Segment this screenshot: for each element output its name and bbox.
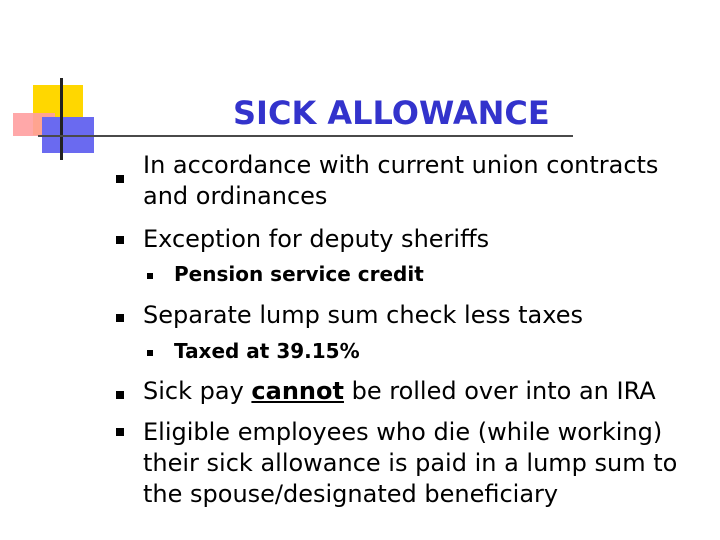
bullet-text — [143, 376, 656, 407]
bullet-line: and ordinances — [143, 182, 328, 210]
bullet-text-pre: Sick pay — [143, 377, 252, 405]
bullet-line: the spouse/designated beneficiary — [143, 480, 559, 508]
square-bullet-icon — [116, 314, 124, 322]
vertical-rule — [60, 78, 63, 160]
square-bullet-icon — [116, 428, 124, 436]
sub-bullet-text: Pension service credit — [174, 262, 424, 286]
bullet-text — [143, 150, 658, 212]
square-bullet-icon — [116, 236, 124, 244]
square-bullet-icon — [116, 391, 124, 399]
square-bullet-icon — [147, 350, 153, 356]
bullet-text: Separate lump sum check less taxes — [143, 301, 583, 329]
square-bullet-icon — [116, 175, 124, 183]
bullet-emphasis: cannot — [251, 377, 344, 405]
title-underline-rule — [38, 135, 573, 137]
slide-title: SICK ALLOWANCE — [233, 94, 550, 132]
bullet-line: Eligible employees who die (while working) — [143, 418, 663, 446]
bullet-text-post: be rolled over into an IRA — [343, 377, 656, 405]
square-bullet-icon — [147, 273, 153, 279]
bullet-text — [143, 417, 677, 510]
bullet-text: Exception for deputy sheriffs — [143, 225, 490, 253]
sub-bullet-text: Taxed at 39.15% — [174, 339, 360, 363]
bullet-line: their sick allowance is paid in a lump sum to — [143, 449, 678, 477]
bullet-line: In accordance with current union contracts — [143, 151, 659, 179]
